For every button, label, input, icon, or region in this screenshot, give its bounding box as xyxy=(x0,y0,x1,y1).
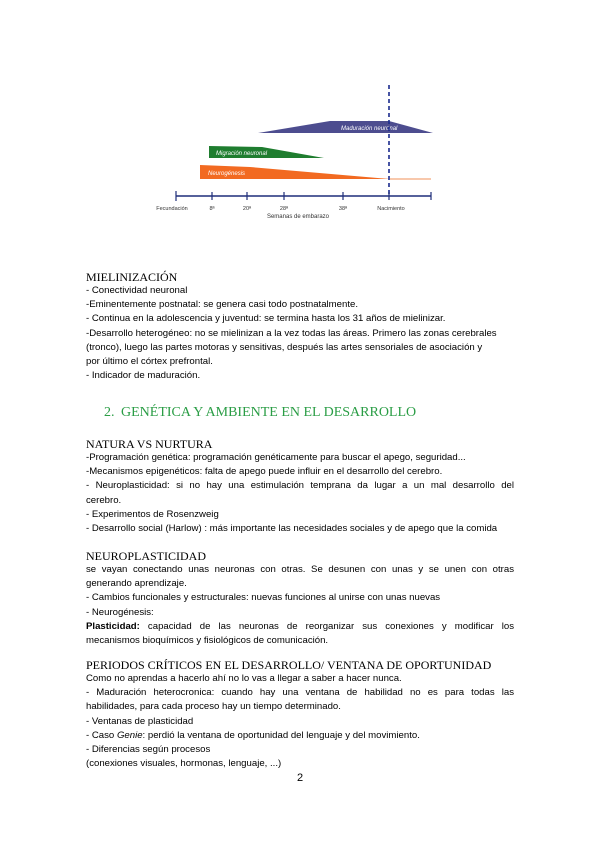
critical-periods-section xyxy=(86,658,514,771)
section-heading: PERIODOS CRÍTICOS EN EL DESARROLLO/ VENTANA DE OPORTUNIDAD xyxy=(86,658,492,672)
plasticity-definition xyxy=(86,620,514,634)
list-item: - Neuroplasticidad: si no hay una estimulación temprana da lugar a un mal desarrollo del xyxy=(86,480,514,492)
tick-label-week-28: 28ª xyxy=(279,206,289,212)
list-item-continuation: habilidades, para cada proceso hay un tiempo determinado. xyxy=(86,701,341,713)
list-item: - Experimentos de Rosenzweig xyxy=(86,508,219,520)
genie-prefix: - Caso xyxy=(86,729,117,741)
tick-label-week-8: 8ª xyxy=(209,206,215,212)
genie-case-item xyxy=(86,729,514,743)
paragraph-line: (conexiones visuales, hormonas, lenguaje, ...) xyxy=(86,758,282,770)
list-item: - Ventanas de plasticidad xyxy=(86,715,194,727)
nature-nurture-section xyxy=(86,437,514,536)
list-item: -Eminentemente postnatal: se genera casi todo postnatalmente. xyxy=(86,299,358,311)
list-item: - Maduración heterocronica: cuando hay una ventana de habilidad no es para todas las xyxy=(86,687,514,699)
section-heading: MIELINIZACIÓN xyxy=(86,270,178,284)
tick-label-week-38: 38ª xyxy=(338,206,348,212)
list-item-continuation: por último el córtex prefrontal. xyxy=(86,355,213,367)
definition-continuation: mecanismos bioquímicos y fisiológicos de comunicación. xyxy=(86,634,329,646)
list-item-continuation: cerebro. xyxy=(86,494,122,506)
list-item: -Desarrollo heterogéneo: no se mielinizan a la vez todas las áreas. Primero las zonas cerebrales xyxy=(86,327,497,339)
tick-label-birth: Nacimiento xyxy=(377,206,405,212)
list-item: -Programación genética: programación genéticamente para buscar el apego, seguridad... xyxy=(86,452,466,463)
tick-label-fecundation: Fecundación xyxy=(156,206,188,212)
genie-text: : perdió la ventana de oportunidad del lenguaje y del movimiento. xyxy=(142,729,420,741)
list-item: - Cambios funcionales y estructurales: nuevas funciones al unirse con unas nuevas xyxy=(86,592,441,604)
neuroplasticity-section xyxy=(86,549,514,648)
axis-title: Semanas de embarazo xyxy=(266,214,330,220)
list-item: - Continua en la adolescencia y juventud: se termina hasta los 31 años de mielinizar. xyxy=(86,313,446,325)
list-item: - Neurogénesis: xyxy=(86,606,154,618)
list-item: -Mecanismos epigenéticos: falta de apego puede influir en el desarrollo del cerebro. xyxy=(86,466,443,478)
chapter-title: GENÉTICA Y AMBIENTE EN EL DESARROLLO xyxy=(121,405,417,420)
chapter-heading xyxy=(104,403,514,423)
maturation-label: Maduración neuronal xyxy=(341,126,398,132)
paragraph-line: Como no aprendas a hacerlo ahí no lo vas a llegar a saber a hacer nunca. xyxy=(86,673,402,684)
definition-text: capacidad de las neuronas de reorganizar sus conexiones y modificar los xyxy=(139,620,514,632)
tick-label-week-20: 20ª xyxy=(242,206,252,212)
migration-label: Migración neuronal xyxy=(216,151,268,157)
section-heading: NEUROPLASTICIDAD xyxy=(86,549,206,563)
definition-term: Plasticidad: xyxy=(86,620,140,632)
page-number: 2 xyxy=(296,772,304,784)
list-item: - Conectividad neuronal xyxy=(86,285,188,296)
myelination-section xyxy=(86,270,514,383)
section-heading: NATURA VS NURTURA xyxy=(86,437,213,451)
genie-name: Genie xyxy=(116,729,143,741)
list-item: - Indicador de maduración. xyxy=(86,370,201,382)
list-item-continuation: (tronco), luego las partes motoras y sensitivas, después las artes sensoriales de asociación y xyxy=(86,341,483,353)
list-item: - Diferencias según procesos xyxy=(86,743,211,755)
list-item: - Desarrollo social (Harlow) : más importante las necesidades sociales y de apego que la comida xyxy=(86,522,498,534)
prenatal-development-timeline xyxy=(0,0,600,240)
paragraph-line: se vayan conectando unas neuronas con otras. Se desunen con unas y se unen con otras xyxy=(86,564,514,575)
neurogenesis-label: Neurogénesis xyxy=(208,171,246,177)
paragraph-line: generando aprendizaje. xyxy=(86,578,187,590)
chapter-number: 2. xyxy=(104,405,115,420)
